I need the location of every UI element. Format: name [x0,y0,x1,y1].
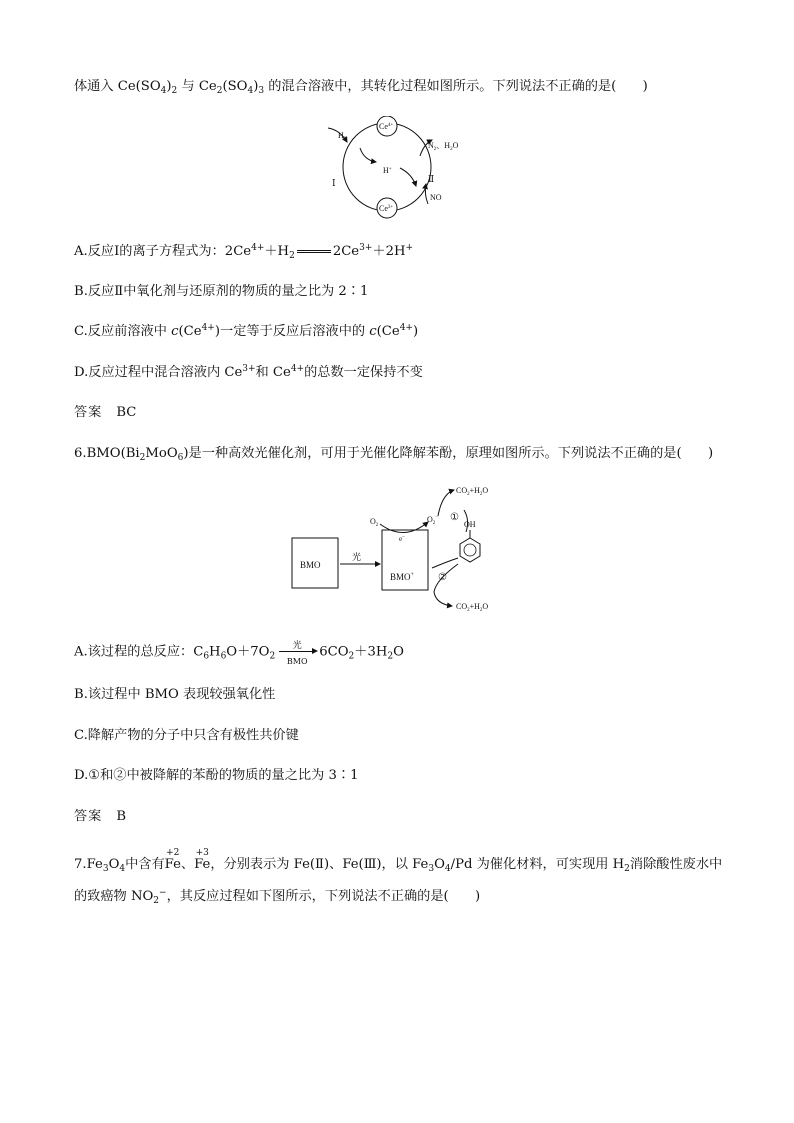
oh-label: OH [464,520,476,529]
q6-photocatalysis-svg [286,480,516,620]
phenol-molecule [460,520,480,562]
h2-label: $H_2$ [338,131,347,142]
roman-1-label: Ⅰ [332,178,336,188]
q6-option-b: B.该过程中 BMO 表现较强氧化性 [74,687,276,702]
q5-cycle-svg [320,116,480,226]
no-label: NO [430,193,442,202]
q6-option-c: C.降解产物的分子中只含有极性共价键 [74,728,299,743]
hplus-out-arrow [400,168,416,186]
co2-h2o-bottom-label: $CO_2+H_2O$ [456,602,489,613]
q7-stem-line1: $7.Fe_3O_4$中含有 +2 Fe、 +3 Fe，分别表示为 Fe(Ⅱ)、Fe(Ⅲ)，以 $Fe_3O_4/Pd$ 为催化材料，可实现用 $H_2$消除酸性废水中 [74,848,723,874]
roman-2-label: Ⅱ [428,174,435,184]
circle-2-label: ② [438,572,447,583]
q5-option-d: D.反应过程中混合溶液内 $Ce^{3+}$和 $Ce^{4+}$的总数一定保持不变 [74,364,423,380]
hplus-arrow [360,148,376,162]
fe-plus3-oxidation: +3 Fe [194,848,211,872]
o2-label: $O_2$ [370,517,379,528]
ce3-label: $Ce^{3+}$ [379,204,394,213]
reaction-condition-arrow: 光 BMO [279,643,315,661]
circle-1-label: ① [450,512,459,523]
q6-answer: 答案 B [74,809,127,824]
electron-label: e− [399,535,405,543]
q5-cycle-diagram [320,116,480,226]
q5-option-b: B.反应Ⅱ中氧化剂与还原剂的物质的量之比为 2∶1 [74,284,369,299]
co2-h2o-top-label: $CO_2+H_2O$ [456,486,489,497]
q6-option-d: D.①和②中被降解的苯酚的物质的量之比为 3∶1 [74,768,359,783]
q5-answer: 答案 BC [74,405,137,420]
q5-option-a: A.反应Ⅰ的离子方程式为：$2Ce^{4+}+H_2$ $2Ce^{3+}+2H^+$ [74,243,414,261]
n2-h2o-label: $N_2$、$H_2O$ [428,141,459,152]
q5-stem: 体通入 $Ce(SO_4)_2$ 与 $Ce_2(SO_4)_3$ 的混合溶液中，其转化过程如图所示。下列说法不正确的是( ) [74,79,648,96]
q6-option-a: A.该过程的总反应：$C_6H_6O+7O_2$ 光 BMO $6CO_2+3H_2O$ [74,641,404,666]
q5-option-c: C.反应前溶液中 $c(Ce^{4+})$一定等于反应后溶液中的 $c(Ce^{4+})$ [74,323,419,339]
superoxide-label: $O_2^-$ [427,515,439,526]
light-label: 光 [352,552,362,562]
q7-stem-line2: 的致癌物 $NO_2^-$，其反应过程如下图所示，下列说法不正确的是( ) [74,888,481,906]
hplus-label: H+ [383,166,392,175]
equals-sign [297,250,331,253]
q6-photocatalysis-diagram [286,480,516,620]
bmo-plus-label: BMO+ [390,572,414,582]
pathway-2-arrow [434,564,458,606]
bmo-label: BMO [300,560,321,570]
ce4-label: $Ce^{4+}$ [379,122,394,131]
fe-plus2-oxidation: +2 Fe [164,848,181,872]
q6-stem: $6.BMO(Bi_2MoO_6)$是一种高效光催化剂，可用于光催化降解苯酚，原理如图所示。下列说法不正确的是( ) [74,446,714,463]
